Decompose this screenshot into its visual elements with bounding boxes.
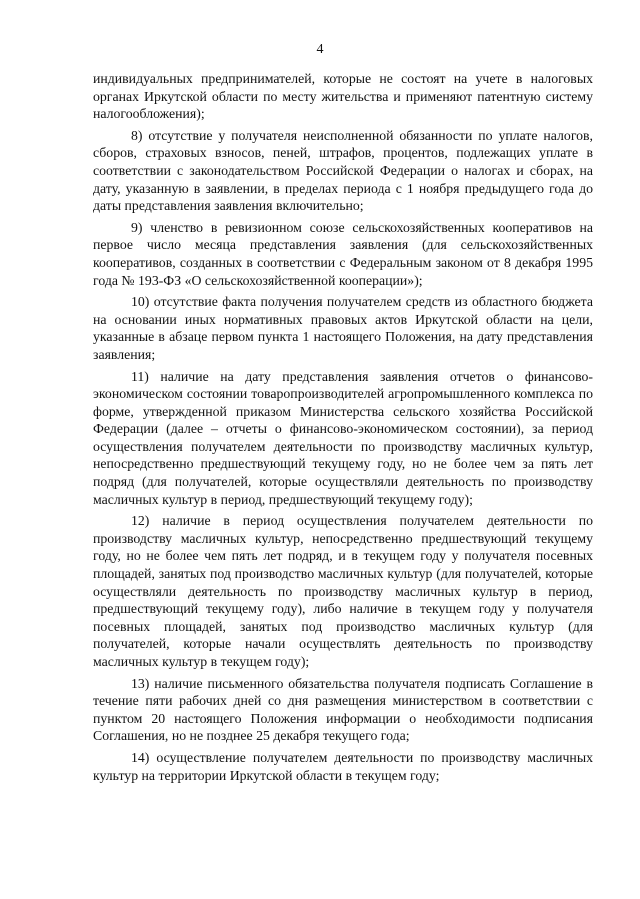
paragraph-continuation: индивидуальных предпринимателей, которые не состоят на учете в налоговых органах Иркутской области по месту жительства и применяют патентную систему налогообложения); — [93, 71, 593, 122]
paragraph-item-11: 11) наличие на дату представления заявления отчетов о финансово-экономическом состоянии товаропроизводителей агропромышленного комплекса по форме, утвержденной приказом Министерства сельского хозяйства Российской Федерации (далее – отчеты о финансово-экономическом состоянии), за период осуществления получателем деятельности по производству масличных культур, непосредственно предшествующий текущему году, но не более чем за пять лет подряд (для получателей, которые осуществляли деятельность по производству масличных культур в период, предшествующий текущему году); — [93, 368, 593, 507]
paragraph-item-8: 8) отсутствие у получателя неисполненной обязанности по уплате налогов, сборов, страховых взносов, пеней, штрафов, процентов, подлежащих уплате в соответствии с законодательством Российской Федерации о налогах и сборах, на дату, указанную в заявлении, в пределах периода с 1 ноября предыдущего года до даты представления заявления включительно; — [93, 127, 593, 214]
page-number: 4 — [316, 42, 324, 57]
paragraph-item-12: 12) наличие в период осуществления получателем деятельности по производству масличных культур, непосредственно предшествующий текущему году, но не более чем пять лет подряд, и в текущем году у получателя посевных площадей, занятых под производство масличных культур (для получателей, которые осуществляли деятельность по производству масличных культур в период, предшествующий текущему году), либо наличие в текущем году у получателя посевных площадей, занятых под производство масличных культур (для получателей, которые начали осуществлять деятельность по производству масличных культур в текущем году); — [93, 513, 593, 669]
paragraph-item-9: 9) членство в ревизионном союзе сельскохозяйственных кооперативов на первое число месяца представления заявления (для сельскохозяйственных кооперативов, созданных в соответствии с Федеральным законом от 8 декабря 1995 года № 193-ФЗ «О сельскохозяйственной кооперации»); — [93, 219, 593, 288]
paragraph-item-14: 14) осуществление получателем деятельности по производству масличных культур на территории Иркутской области в текущем году; — [93, 749, 593, 783]
paragraph-item-13: 13) наличие письменного обязательства получателя подписать Соглашение в течение пяти рабочих дней со дня размещения министерством в соответствии с пунктом 20 настоящего Положения информации о необходимости подписания Соглашения, но не позднее 25 декабря текущего года; — [93, 675, 593, 744]
paragraph-item-10: 10) отсутствие факта получения получателем средств из областного бюджета на основании иных нормативных правовых актов Иркутской области на цели, указанные в абзаце первом пункта 1 настоящего Положения, на дату представления заявления; — [93, 294, 593, 362]
document-body — [93, 70, 593, 784]
